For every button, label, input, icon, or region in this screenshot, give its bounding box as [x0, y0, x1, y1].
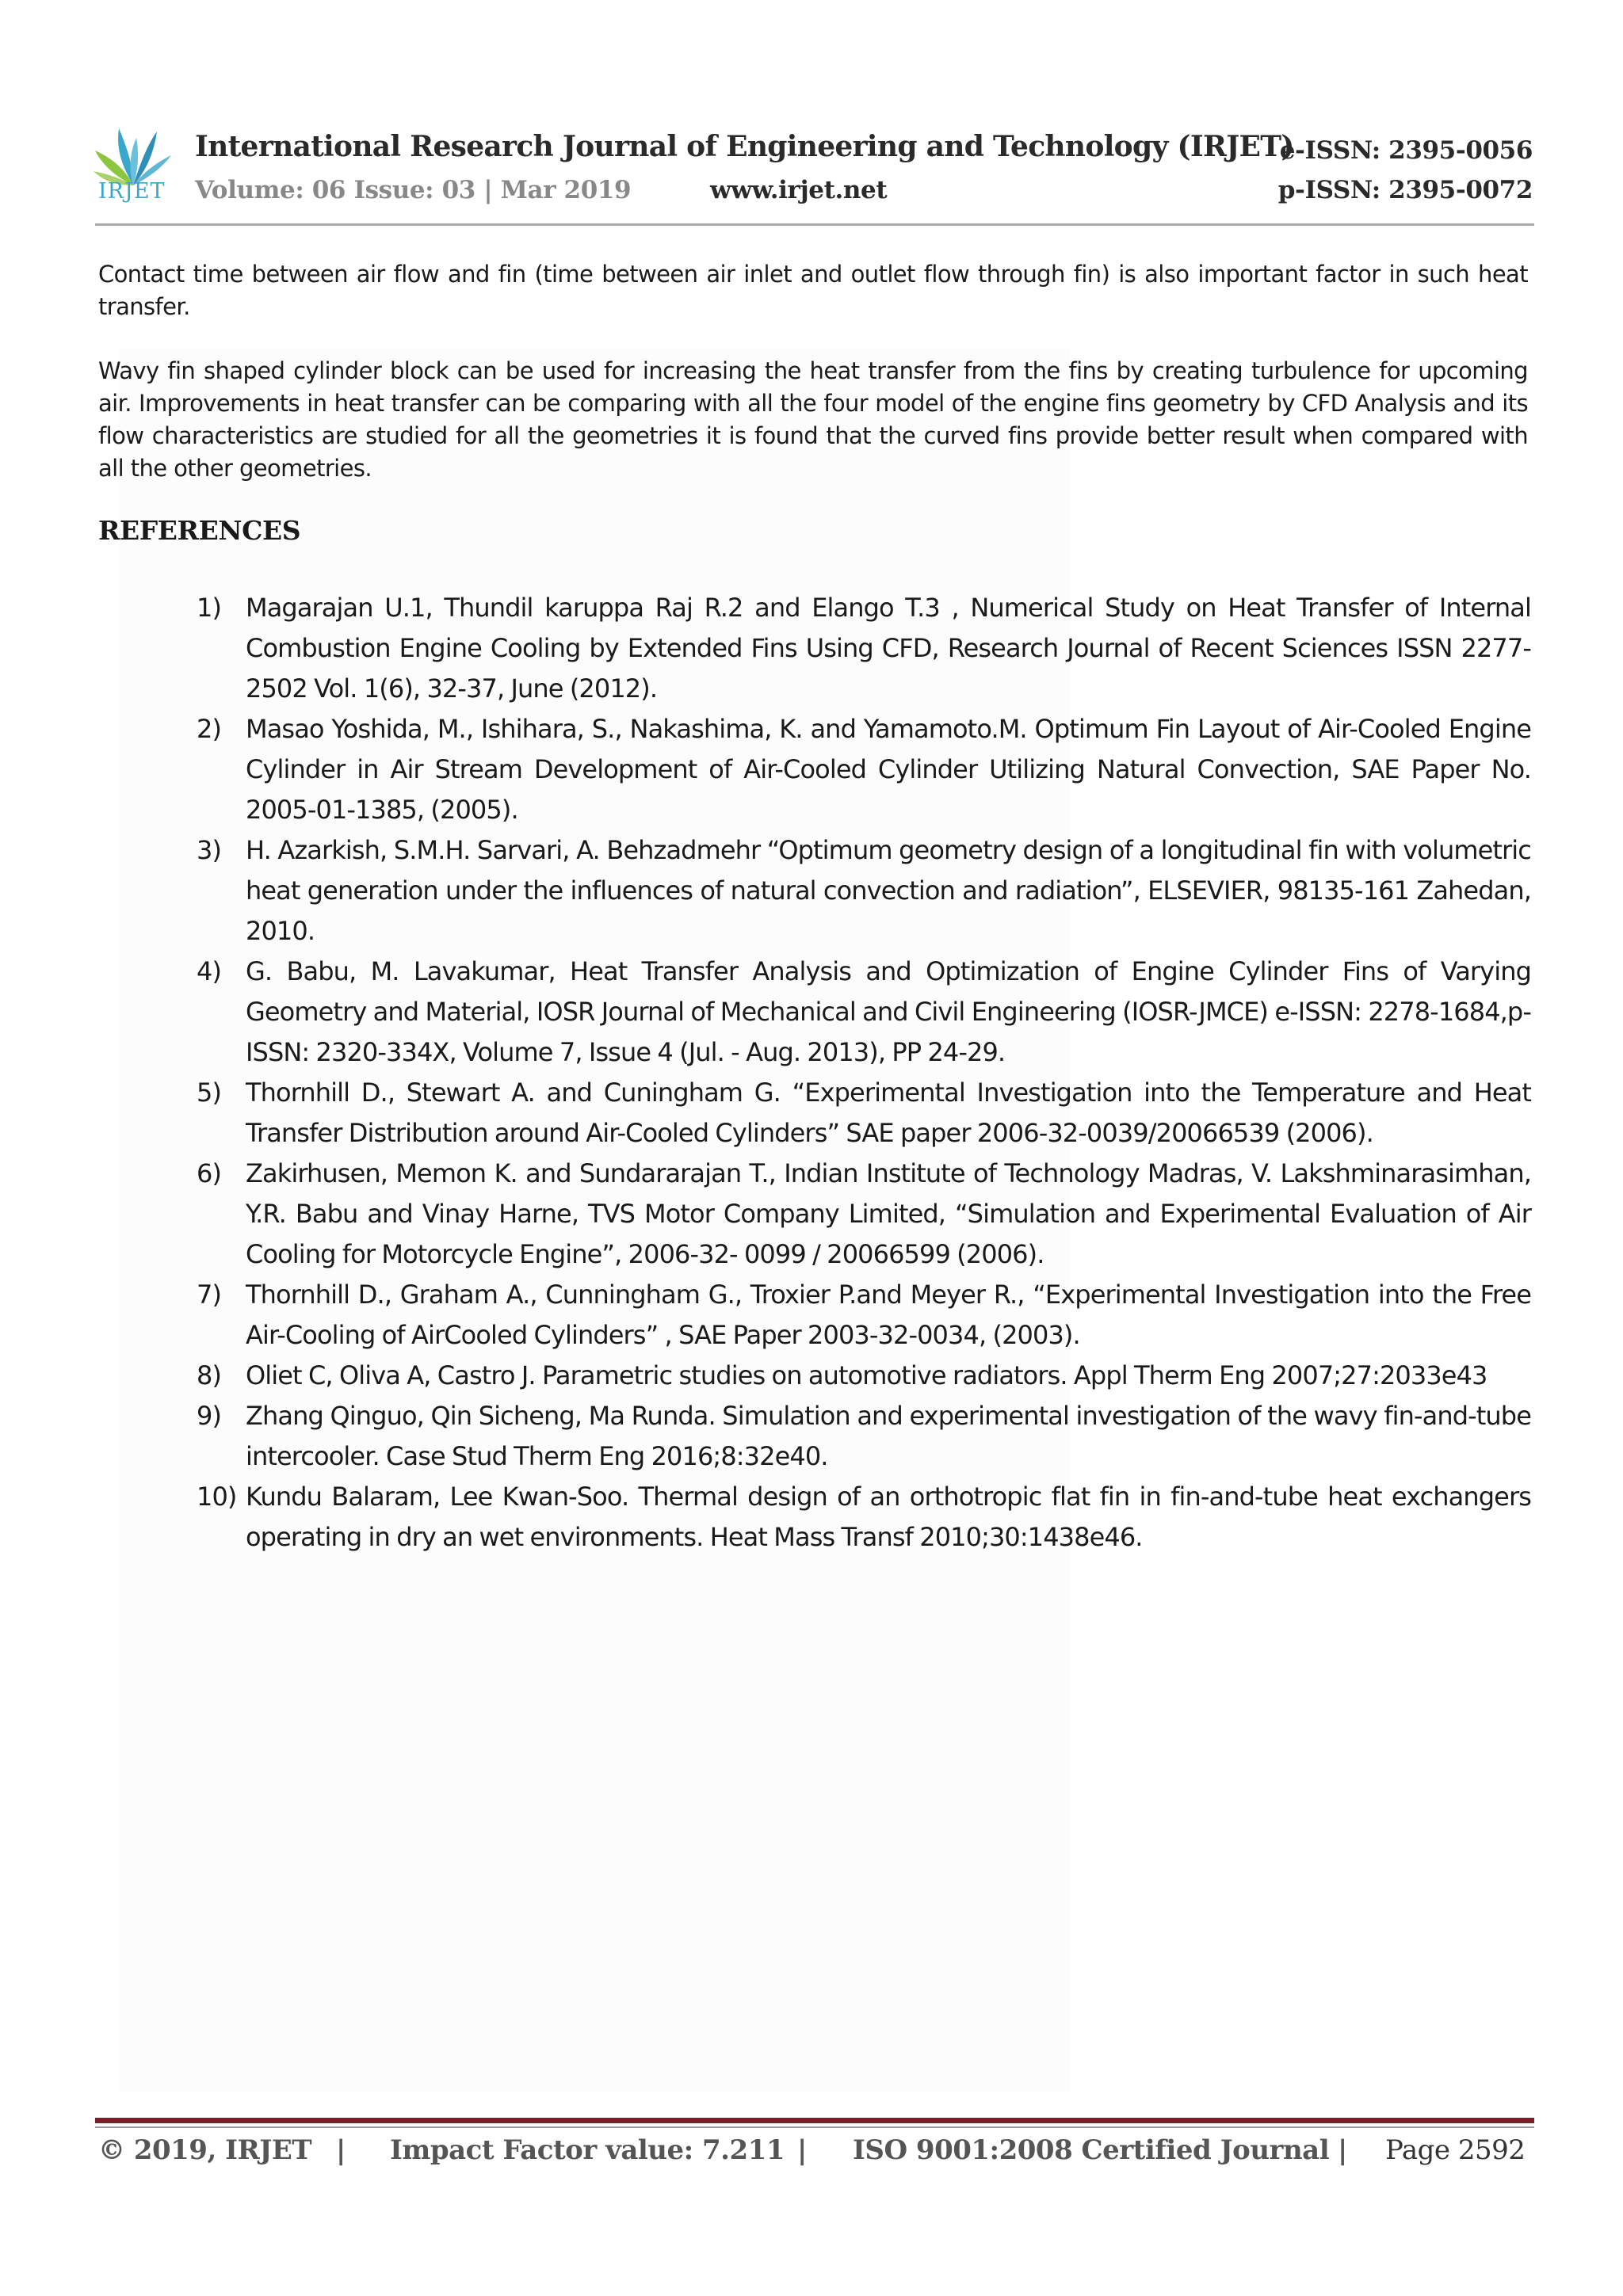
reference-text: Zakirhusen, Memon K. and Sundararajan T., Indian Institute of Technology Madras, V. Lakshminarasimhan, Y.R. Babu and Vinay Harne, TVS Motor Company Limited, “Simulation and Experimental Evaluation of Air Cooling for Motorcycle Engine”, 2006-32- 0099 / 20066599 (2006).	[246, 1158, 1531, 1269]
journal-website-link[interactable]: www.irjet.net	[710, 176, 888, 204]
reference-item	[197, 1477, 1531, 1558]
reference-item	[197, 1275, 1531, 1356]
footer-copyright: © 2019, IRJET	[98, 2134, 312, 2166]
reference-item	[197, 1356, 1531, 1396]
footer-iso-certification: ISO 9001:2008 Certified Journal	[853, 2134, 1330, 2166]
body-paragraph: Wavy fin shaped cylinder block can be used for increasing the heat transfer from the fins by creating turbulence for upcoming air. Improvements in heat transfer can be comparing with all the four model of the engine fins geometry by CFD Analysis and its flow characteristics are studied for all the geometries it is found that the curved fins provide better result when compared with all the other geometries.	[98, 357, 1528, 482]
footer-separator: |	[336, 2134, 346, 2166]
reference-text: G. Babu, M. Lavakumar, Heat Transfer Analysis and Optimization of Engine Cylinder Fins of Varying Geometry and Material, IOSR Journal of Mechanical and Civil Engineering (IOSR-JMCE) e-ISSN: 2278-1684,p-ISSN: 2320-334X, Volume 7, Issue 4 (Jul. - Aug. 2013), PP 24-29.	[246, 956, 1531, 1067]
references-list	[197, 588, 1531, 1558]
reference-item	[197, 709, 1531, 830]
e-issn: e-ISSN: 2395-0056	[1279, 136, 1533, 165]
page-header	[0, 0, 1623, 238]
reference-number: 9)	[197, 1401, 222, 1431]
reference-text: Thornhill D., Graham A., Cunningham G., Troxier P.and Meyer R., “Experimental Investigation into the Free Air-Cooling of AirCooled Cylinders” , SAE Paper 2003-32-0034, (2003).	[246, 1280, 1531, 1350]
reference-number: 2)	[197, 714, 222, 744]
reference-number: 1)	[197, 593, 222, 623]
reference-item	[197, 588, 1531, 709]
reference-number: 8)	[197, 1360, 222, 1390]
footer-impact-factor: Impact Factor value: 7.211	[390, 2134, 785, 2166]
reference-text: Masao Yoshida, M., Ishihara, S., Nakashima, K. and Yamamoto.M. Optimum Fin Layout of Air-Cooled Engine Cylinder in Air Stream Development of Air-Cooled Cylinder Utilizing Natural Convection, SAE Paper No. 2005-01-1385, (2005).	[246, 714, 1531, 825]
reference-number: 6)	[197, 1158, 222, 1188]
reference-text: Magarajan U.1, Thundil karuppa Raj R.2 and Elango T.3 , Numerical Study on Heat Transfer of Internal Combustion Engine Cooling by Extended Fins Using CFD, Research Journal of Recent Sciences ISSN 2277-2502 Vol. 1(6), 32-37, June (2012).	[246, 593, 1531, 704]
footer-separator: |	[797, 2134, 807, 2166]
p-issn: p-ISSN: 2395-0072	[1277, 176, 1533, 204]
footer-divider-thick	[95, 2118, 1534, 2123]
reference-item	[197, 1396, 1531, 1477]
references-heading: REFERENCES	[98, 515, 301, 546]
footer-separator: |	[1338, 2134, 1347, 2166]
logo-wordmark: IRJET	[98, 179, 166, 204]
volume-issue: Volume: 06 Issue: 03 | Mar 2019	[195, 176, 632, 204]
reference-text: Kundu Balaram, Lee Kwan-Soo. Thermal design of an orthotropic flat fin in fin-and-tube heat exchangers operating in dry an wet environments. Heat Mass Transf 2010;30:1438e46.	[246, 1482, 1531, 1552]
reference-number: 3)	[197, 835, 222, 865]
reference-text: Oliet C, Oliva A, Castro J. Parametric studies on automotive radiators. Appl Therm Eng 2007;27:2033e43	[246, 1360, 1487, 1390]
body-paragraph: Contact time between air flow and fin (time between air inlet and outlet flow through fin) is also important factor in such heat transfer.	[98, 261, 1528, 320]
reference-number: 4)	[197, 956, 222, 986]
footer-page-number: Page 2592	[1385, 2134, 1526, 2166]
reference-text: H. Azarkish, S.M.H. Sarvari, A. Behzadmehr “Optimum geometry design of a longitudinal fin with volumetric heat generation under the influences of natural convection and radiation”, ELSEVIER, 98135-161 Zahedan, 2010.	[246, 835, 1531, 946]
reference-number: 7)	[197, 1280, 222, 1310]
header-divider	[95, 223, 1534, 226]
reference-item	[197, 1073, 1531, 1154]
reference-item	[197, 952, 1531, 1073]
reference-text: Zhang Qinguo, Qin Sicheng, Ma Runda. Simulation and experimental investigation of the wavy fin-and-tube intercooler. Case Stud Therm Eng 2016;8:32e40.	[246, 1401, 1531, 1471]
journal-title: International Research Journal of Engineering and Technology (IRJET)	[195, 130, 1294, 163]
footer-divider-thin	[95, 2126, 1534, 2128]
reference-text: Thornhill D., Stewart A. and Cuningham G. “Experimental Investigation into the Temperature and Heat Transfer Distribution around Air-Cooled Cylinders” SAE paper 2006-32-0039/20066539 (2006).	[246, 1077, 1531, 1148]
reference-item	[197, 1154, 1531, 1275]
reference-number: 5)	[197, 1077, 222, 1108]
reference-item	[197, 830, 1531, 952]
reference-number: 10)	[197, 1482, 237, 1512]
